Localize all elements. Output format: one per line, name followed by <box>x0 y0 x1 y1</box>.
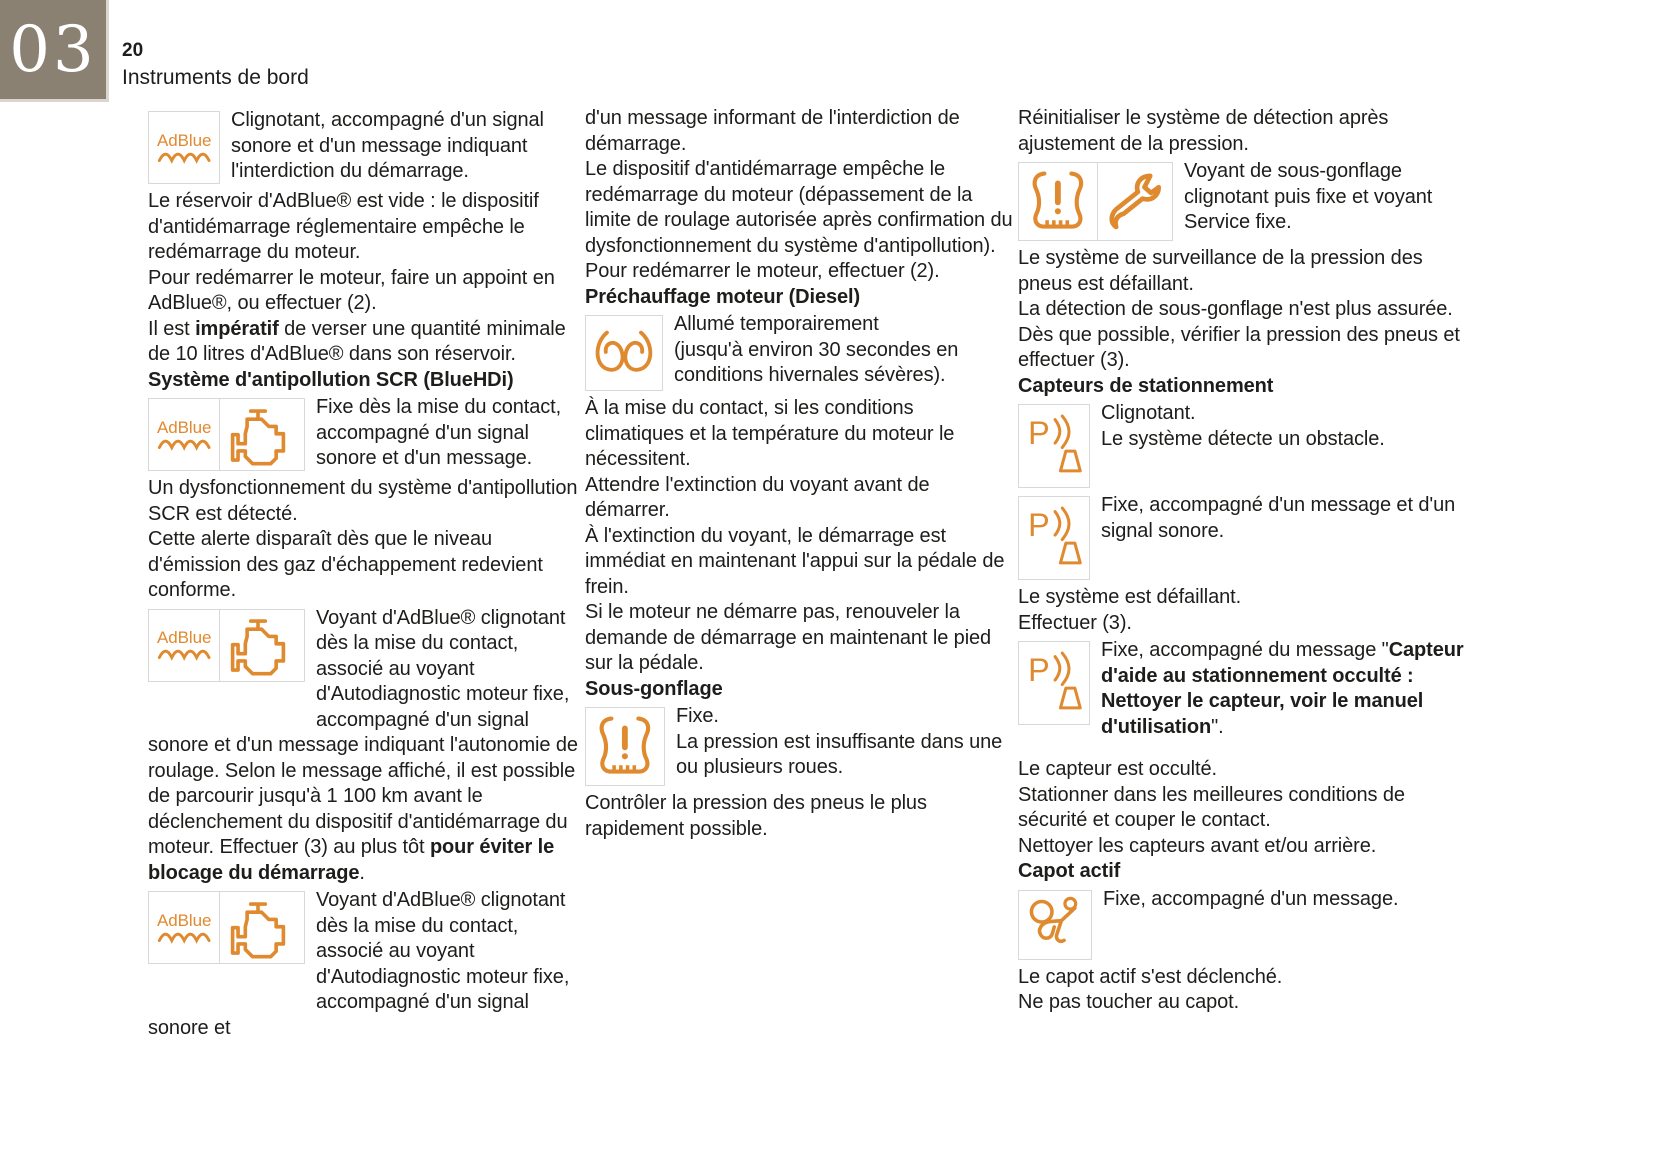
column-1 <box>148 106 586 1043</box>
paragraph <box>585 259 1013 285</box>
paragraph <box>1018 834 1475 860</box>
block-text: Fixe dès la mise du contact, accompagné d'un signal sonore et d'un message. <box>316 396 562 469</box>
warning-item <box>148 108 586 185</box>
paragraph <box>1018 106 1475 157</box>
column-2 <box>585 106 1013 842</box>
block-text: Le système est défaillant. <box>1018 586 1242 608</box>
paragraph <box>1018 783 1475 834</box>
column-3 <box>1018 106 1475 1016</box>
block-text: Cette alerte disparaît dès que le niveau d'émission des gaz d'échappement redevient conforme. <box>148 528 543 601</box>
block-text: À l'extinction du voyant, le démarrage est immédiat en maintenant l'appui sur la pédale de frein. <box>585 524 1005 598</box>
block-text: Fixe, accompagné d'un message et d'un signal sonore. <box>1101 494 1456 542</box>
parking-icon <box>1018 404 1090 488</box>
warning-item <box>1018 159 1475 236</box>
block-text: Sous-gonflage <box>585 677 723 700</box>
block-text: Contrôler la pression des pneus le plus rapidement possible. <box>585 792 927 840</box>
block-text: Dès que possible, vérifier la pression des pneus et effectuer (3). <box>1018 323 1460 371</box>
paragraph <box>1018 965 1475 991</box>
block-text: Ne pas toucher au capot. <box>1018 991 1240 1013</box>
paragraph <box>585 524 1013 601</box>
warning-item <box>1018 493 1475 544</box>
svg-text:P: P <box>1027 415 1050 452</box>
svg-text:P: P <box>1027 652 1050 689</box>
chapter-number: 03 <box>9 12 97 87</box>
wrench-icon <box>1097 162 1173 241</box>
svg-text:AdBlue: AdBlue <box>156 910 212 930</box>
section-title: Instruments de bord <box>122 66 309 89</box>
warning-item <box>1018 638 1475 740</box>
block-text: Stationner dans les meilleures conditions de sécurité et couper le contact. <box>1018 783 1405 831</box>
block-text: Fixe, accompagné d'un message. <box>1103 887 1399 910</box>
block-text: À la mise du contact, si les conditions climatiques et la température du moteur le nécessitent. <box>585 397 955 470</box>
block-text: Effectuer (3). <box>1018 611 1132 634</box>
hood-icon <box>1018 890 1092 960</box>
svg-text:P: P <box>1027 507 1050 544</box>
engine-icon <box>219 609 305 682</box>
paragraph <box>148 266 586 317</box>
warning-item <box>585 704 1013 781</box>
block-text: Pour redémarrer le moteur, faire un appoint en AdBlue®, ou effectuer (2). <box>148 266 555 314</box>
block-text: Capot actif <box>1018 860 1121 882</box>
paragraph <box>1018 990 1475 1016</box>
block-text: Système d'antipollution SCR (BlueHDi) <box>148 368 514 391</box>
paragraph <box>585 157 1013 259</box>
chapter-badge <box>0 0 109 102</box>
section-heading <box>585 677 1013 703</box>
block-text: Allumé temporairement (jusqu'à environ 30 secondes en conditions hivernales sévères). <box>674 313 959 386</box>
warning-item <box>148 606 586 887</box>
paragraph <box>148 476 586 527</box>
engine-icon <box>219 398 305 471</box>
block-text: Clignotant, accompagné d'un signal sonore et d'un message indiquant l'interdiction du démarrage. <box>231 109 544 182</box>
block-text: d'un message informant de l'interdiction de démarrage. <box>585 107 960 155</box>
paragraph <box>1018 611 1475 637</box>
block-text: Fixe. La pression est insuffisante dans une ou plusieurs roues. <box>676 705 1003 778</box>
block-text: Un dysfonctionnement du système d'antipollution SCR est détecté. <box>148 477 578 525</box>
paragraph <box>585 396 1013 473</box>
warning-item <box>148 888 586 1041</box>
svg-text:AdBlue: AdBlue <box>156 130 212 150</box>
warning-item <box>1018 887 1475 913</box>
paragraph <box>148 527 586 604</box>
paragraph <box>1018 585 1475 611</box>
warning-item <box>148 395 586 472</box>
parking-icon <box>1018 496 1090 580</box>
paragraph <box>585 473 1013 524</box>
block-text: Voyant d'AdBlue® clignotant dès la mise du contact, associé au voyant d'Autodiagnostic moteur fixe, accompagné d'un signal sonore et <box>148 889 570 1039</box>
paragraph <box>585 791 1013 842</box>
block-text: Nettoyer les capteurs avant et/ou arrière. <box>1018 834 1377 857</box>
warning-item <box>585 312 1013 389</box>
block-text: Attendre l'extinction du voyant avant de démarrer. <box>585 473 930 521</box>
engine-icon <box>219 891 305 964</box>
section-heading <box>585 285 1013 311</box>
block-text: Le système de surveillance de la pression des pneus est défaillant. <box>1018 247 1423 295</box>
adblue-icon <box>148 398 220 471</box>
paragraph <box>148 317 586 368</box>
block-text: Préchauffage moteur (Diesel) <box>585 285 861 308</box>
paragraph <box>1018 297 1475 323</box>
block-text: Capteurs de stationnement <box>1018 374 1274 397</box>
block-text: La détection de sous-gonflage n'est plus assurée. <box>1018 298 1453 320</box>
tire-icon <box>1018 162 1098 241</box>
block-text: Le réservoir d'AdBlue® est vide : le dispositif d'antidémarrage réglementaire empêche le redémarrage du moteur. <box>148 190 539 263</box>
section-heading <box>1018 374 1475 400</box>
paragraph <box>585 600 1013 677</box>
paragraph <box>1018 757 1475 783</box>
block-text: Voyant de sous-gonflage clignotant puis fixe et voyant Service fixe. <box>1184 160 1433 233</box>
section-heading <box>1018 859 1475 885</box>
block-text: Réinitialiser le système de détection après ajustement de la pression. <box>1018 107 1389 155</box>
block-text: Si le moteur ne démarre pas, renouveler la demande de démarrage en maintenant le pied sur la pédale. <box>585 601 992 674</box>
glowplug-icon <box>585 315 663 391</box>
block-text: Fixe, accompagné du message "Capteur d'aide au stationnement occulté : Nettoyer le capteur, voir le manuel d'utilisation". <box>1101 639 1464 738</box>
paragraph <box>1018 323 1475 374</box>
block-text: Il est impératif de verser une quantité minimale de 10 litres d'AdBlue® dans son réservoir. <box>148 317 566 365</box>
page-number: 20 <box>122 40 144 61</box>
tire-icon <box>585 707 665 786</box>
paragraph <box>148 189 586 266</box>
block-text: Le capot actif s'est déclenché. <box>1018 965 1283 988</box>
parking-icon <box>1018 641 1090 725</box>
section-heading <box>148 368 586 394</box>
block-text: Voyant d'AdBlue® clignotant dès la mise du contact, associé au voyant d'Autodiagnostic moteur fixe, accompagné d'un signal sonore et d'un message indiquant l'autonomie de roulage. Selon le message affiché, il est possible de parcourir jusqu'à 1 100 km avant le déclenchement du dispositif d'antidémarrage du moteur. Effectuer (3) au plus tôt pour éviter le blocage du démarrage. <box>148 606 578 884</box>
paragraph <box>585 106 1013 157</box>
block-text: Le dispositif d'antidémarrage empêche le redémarrage du moteur (dépassement de la limite de roulage autorisée après confirmation du dysfonctionnement du système d'antipollution). <box>585 158 1013 257</box>
block-text: Clignotant. Le système détecte un obstacle. <box>1101 402 1385 450</box>
adblue-icon <box>148 609 220 682</box>
paragraph <box>1018 246 1475 297</box>
warning-item <box>1018 401 1475 452</box>
adblue-icon <box>148 111 220 184</box>
block-text: Pour redémarrer le moteur, effectuer (2). <box>585 260 940 282</box>
svg-text:AdBlue: AdBlue <box>156 417 212 437</box>
block-text: Le capteur est occulté. <box>1018 758 1217 780</box>
svg-text:AdBlue: AdBlue <box>156 628 212 648</box>
adblue-icon <box>148 891 220 964</box>
